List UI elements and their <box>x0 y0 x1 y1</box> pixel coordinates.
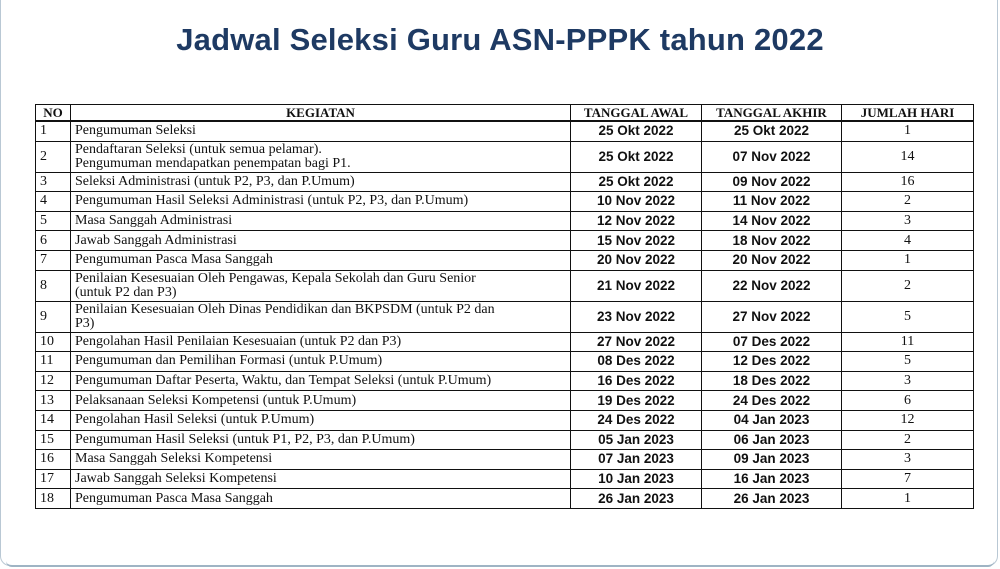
cell-no: 12 <box>36 371 71 391</box>
cell-tanggal-awal: 21 Nov 2022 <box>571 270 702 301</box>
cell-no: 18 <box>36 489 71 509</box>
cell-kegiatan <box>71 489 571 509</box>
header-kegiatan: KEGIATAN <box>71 105 571 122</box>
header-no: NO <box>36 105 71 122</box>
page-title: Jadwal Seleksi Guru ASN-PPPK tahun 2022 <box>176 22 824 57</box>
cell-no: 10 <box>36 332 71 352</box>
cell-tanggal-akhir: 12 Des 2022 <box>702 352 842 372</box>
cell-kegiatan <box>71 410 571 430</box>
cell-kegiatan <box>71 270 571 301</box>
header-tanggal-awal: TANGGAL AWAL <box>571 105 702 122</box>
cell-no: 17 <box>36 469 71 489</box>
kegiatan-line: Masa Sanggah Seleksi Kompetensi <box>75 451 273 467</box>
cell-tanggal-akhir: 22 Nov 2022 <box>702 270 842 301</box>
cell-tanggal-akhir: 27 Nov 2022 <box>702 301 842 332</box>
table-row <box>36 192 974 212</box>
cell-jumlah-hari: 2 <box>842 270 974 301</box>
cell-tanggal-akhir: 07 Nov 2022 <box>702 141 842 172</box>
kegiatan-line: Jawab Sanggah Seleksi Kompetensi <box>75 471 277 487</box>
cell-kegiatan <box>71 141 571 172</box>
cell-tanggal-akhir: 09 Nov 2022 <box>702 172 842 192</box>
cell-tanggal-akhir: 26 Jan 2023 <box>702 489 842 509</box>
cell-tanggal-akhir: 25 Okt 2022 <box>702 121 842 141</box>
cell-tanggal-akhir: 14 Nov 2022 <box>702 211 842 231</box>
cell-tanggal-awal: 24 Des 2022 <box>571 410 702 430</box>
cell-kegiatan <box>71 192 571 212</box>
table-row <box>36 469 974 489</box>
cell-kegiatan <box>71 250 571 270</box>
schedule-table <box>35 104 974 509</box>
cell-no: 6 <box>36 231 71 251</box>
cell-tanggal-akhir: 04 Jan 2023 <box>702 410 842 430</box>
cell-no: 8 <box>36 270 71 301</box>
cell-jumlah-hari: 5 <box>842 301 974 332</box>
cell-tanggal-akhir: 18 Des 2022 <box>702 371 842 391</box>
cell-tanggal-awal: 08 Des 2022 <box>571 352 702 372</box>
kegiatan-line: Jawab Sanggah Administrasi <box>75 232 237 248</box>
table-header-row <box>36 105 974 122</box>
cell-tanggal-awal: 25 Okt 2022 <box>571 121 702 141</box>
table-row <box>36 332 974 352</box>
cell-tanggal-awal: 07 Jan 2023 <box>571 450 702 470</box>
cell-jumlah-hari: 11 <box>842 332 974 352</box>
cell-kegiatan <box>71 371 571 391</box>
kegiatan-line: Pelaksanaan Seleksi Kompetensi (untuk P.Umum) <box>75 392 357 408</box>
kegiatan-line: Pengumuman Pasca Masa Sanggah <box>75 252 273 268</box>
cell-jumlah-hari: 7 <box>842 469 974 489</box>
kegiatan-line: Penilaian Kesesuaian Oleh Dinas Pendidikan dan BKPSDM (untuk P2 dan <box>75 301 495 317</box>
cell-no: 5 <box>36 211 71 231</box>
table-row <box>36 250 974 270</box>
cell-tanggal-awal: 20 Nov 2022 <box>571 250 702 270</box>
cell-tanggal-awal: 10 Nov 2022 <box>571 192 702 212</box>
kegiatan-line: Masa Sanggah Administrasi <box>75 213 233 229</box>
table-row <box>36 352 974 372</box>
cell-tanggal-awal: 26 Jan 2023 <box>571 489 702 509</box>
table-row <box>36 141 974 172</box>
cell-no: 14 <box>36 410 71 430</box>
cell-tanggal-akhir: 20 Nov 2022 <box>702 250 842 270</box>
cell-jumlah-hari: 12 <box>842 410 974 430</box>
table-row <box>36 391 974 411</box>
kegiatan-line: Pengumuman Hasil Seleksi (untuk P1, P2, P3, dan P.Umum) <box>75 431 415 447</box>
cell-kegiatan <box>71 231 571 251</box>
kegiatan-line: Pengumuman dan Pemilihan Formasi (untuk P.Umum) <box>75 353 383 369</box>
cell-tanggal-awal: 16 Des 2022 <box>571 371 702 391</box>
cell-jumlah-hari: 6 <box>842 391 974 411</box>
table-row <box>36 211 974 231</box>
kegiatan-line: Penilaian Kesesuaian Oleh Pengawas, Kepala Sekolah dan Guru Senior <box>75 270 476 286</box>
cell-tanggal-awal: 10 Jan 2023 <box>571 469 702 489</box>
cell-no: 11 <box>36 352 71 372</box>
cell-jumlah-hari: 2 <box>842 192 974 212</box>
cell-tanggal-akhir: 24 Des 2022 <box>702 391 842 411</box>
cell-jumlah-hari: 1 <box>842 250 974 270</box>
cell-tanggal-awal: 12 Nov 2022 <box>571 211 702 231</box>
table-row <box>36 301 974 332</box>
cell-no: 2 <box>36 141 71 172</box>
header-jumlah-hari: JUMLAH HARI <box>842 105 974 122</box>
cell-tanggal-awal: 05 Jan 2023 <box>571 430 702 450</box>
table-row <box>36 270 974 301</box>
table-row <box>36 121 974 141</box>
cell-jumlah-hari: 3 <box>842 450 974 470</box>
table-row <box>36 450 974 470</box>
cell-jumlah-hari: 3 <box>842 371 974 391</box>
cell-no: 9 <box>36 301 71 332</box>
table-row <box>36 231 974 251</box>
cell-jumlah-hari: 16 <box>842 172 974 192</box>
cell-jumlah-hari: 1 <box>842 121 974 141</box>
cell-kegiatan <box>71 430 571 450</box>
cell-tanggal-awal: 25 Okt 2022 <box>571 172 702 192</box>
cell-tanggal-awal: 25 Okt 2022 <box>571 141 702 172</box>
kegiatan-line-2: (untuk P2 dan P3) <box>75 284 177 300</box>
table-row <box>36 172 974 192</box>
kegiatan-line: Pengumuman Seleksi <box>75 123 196 139</box>
kegiatan-line: Pengolahan Hasil Seleksi (untuk P.Umum) <box>75 412 315 428</box>
kegiatan-line: Pengumuman Hasil Seleksi Administrasi (untuk P2, P3, dan P.Umum) <box>75 193 469 209</box>
cell-no: 16 <box>36 450 71 470</box>
cell-kegiatan <box>71 211 571 231</box>
cell-kegiatan <box>71 391 571 411</box>
cell-kegiatan <box>71 450 571 470</box>
cell-tanggal-akhir: 06 Jan 2023 <box>702 430 842 450</box>
cell-no: 1 <box>36 121 71 141</box>
cell-no: 13 <box>36 391 71 411</box>
cell-no: 3 <box>36 172 71 192</box>
card-bottom-edge <box>6 561 994 567</box>
kegiatan-line: Pendaftaran Seleksi (untuk semua pelamar). <box>75 141 322 157</box>
cell-kegiatan <box>71 352 571 372</box>
cell-no: 15 <box>36 430 71 450</box>
cell-kegiatan <box>71 332 571 352</box>
header-tanggal-akhir: TANGGAL AKHIR <box>702 105 842 122</box>
cell-tanggal-akhir: 09 Jan 2023 <box>702 450 842 470</box>
cell-tanggal-awal: 23 Nov 2022 <box>571 301 702 332</box>
kegiatan-line: Seleksi Administrasi (untuk P2, P3, dan P.Umum) <box>75 173 355 189</box>
cell-tanggal-akhir: 16 Jan 2023 <box>702 469 842 489</box>
cell-jumlah-hari: 2 <box>842 430 974 450</box>
cell-tanggal-awal: 15 Nov 2022 <box>571 231 702 251</box>
table-row <box>36 430 974 450</box>
cell-tanggal-akhir: 18 Nov 2022 <box>702 231 842 251</box>
cell-kegiatan <box>71 469 571 489</box>
kegiatan-line-2: Pengumuman mendapatkan penempatan bagi P1. <box>75 155 351 171</box>
cell-jumlah-hari: 3 <box>842 211 974 231</box>
cell-no: 4 <box>36 192 71 212</box>
cell-tanggal-awal: 19 Des 2022 <box>571 391 702 411</box>
cell-tanggal-awal: 27 Nov 2022 <box>571 332 702 352</box>
table-row <box>36 410 974 430</box>
cell-jumlah-hari: 1 <box>842 489 974 509</box>
kegiatan-line-2: P3) <box>75 315 95 331</box>
table-row <box>36 371 974 391</box>
kegiatan-line: Pengolahan Hasil Penilaian Kesesuaian (untuk P2 dan P3) <box>75 333 402 349</box>
cell-kegiatan <box>71 121 571 141</box>
kegiatan-line: Pengumuman Daftar Peserta, Waktu, dan Tempat Seleksi (untuk P.Umum) <box>75 373 492 389</box>
table-row <box>36 489 974 509</box>
cell-tanggal-akhir: 11 Nov 2022 <box>702 192 842 212</box>
cell-kegiatan <box>71 172 571 192</box>
cell-kegiatan <box>71 301 571 332</box>
cell-no: 7 <box>36 250 71 270</box>
cell-jumlah-hari: 4 <box>842 231 974 251</box>
kegiatan-line: Pengumuman Pasca Masa Sanggah <box>75 490 273 506</box>
cell-tanggal-akhir: 07 Des 2022 <box>702 332 842 352</box>
cell-jumlah-hari: 14 <box>842 141 974 172</box>
cell-jumlah-hari: 5 <box>842 352 974 372</box>
